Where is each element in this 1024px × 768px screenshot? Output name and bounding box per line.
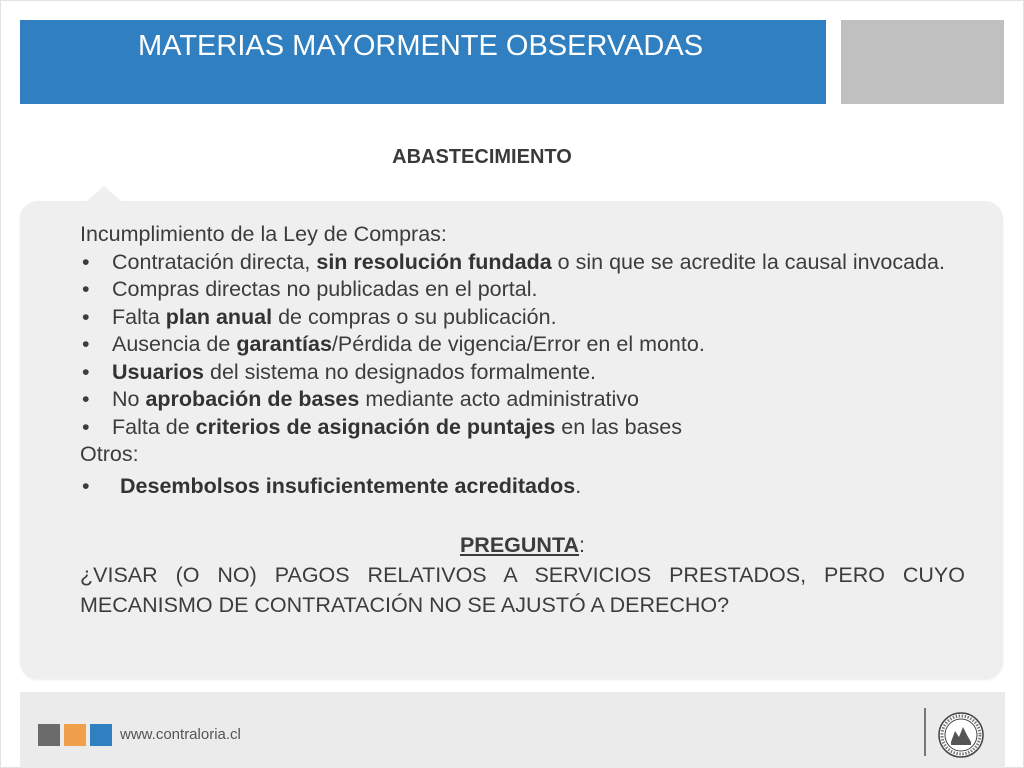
list-item: • No aprobación de bases mediante acto administrativo — [80, 386, 965, 414]
others-label: Otros: — [80, 442, 139, 466]
footer-square-blue — [90, 724, 112, 746]
list-item: • Falta plan anual de compras o su publicación. — [80, 304, 965, 332]
list-item: • Contratación directa, sin resolución fundada o sin que se acredite la causal invocada. — [80, 249, 965, 277]
slide-title: MATERIAS MAYORMENTE OBSERVADAS — [138, 30, 704, 62]
footer-separator — [924, 708, 926, 756]
list-item: • Compras directas no publicadas en el portal. — [80, 276, 965, 304]
title-bar — [20, 20, 826, 104]
contraloria-seal-icon — [937, 711, 985, 759]
others-item: • Desembolsos insuficientemente acreditados. — [80, 473, 965, 501]
question-title: PREGUNTA: — [459, 533, 586, 557]
list-item: • Usuarios del sistema no designados formalmente. — [80, 359, 965, 387]
list-item: • Ausencia de garantías/Pérdida de vigencia/Error en el monto. — [80, 331, 965, 359]
section-heading: ABASTECIMIENTO — [392, 146, 572, 168]
question-text: ¿VISAR (O NO) PAGOS RELATIVOS A SERVICIOS PRESTADOS, PERO CUYO MECANISMO DE CONTRATACIÓN NO SE AJUSTÓ A DERECHO? — [80, 562, 965, 617]
content-body — [80, 221, 965, 620]
footer-url: www.contraloria.cl — [120, 726, 241, 743]
footer-square-grey — [38, 724, 60, 746]
panel-notch — [86, 186, 122, 202]
footer-square-orange — [64, 724, 86, 746]
header-grey-block — [841, 20, 1004, 104]
list-item: • Falta de criterios de asignación de puntajes en las bases — [80, 414, 965, 442]
intro-line: Incumplimiento de la Ley de Compras: — [80, 222, 447, 246]
